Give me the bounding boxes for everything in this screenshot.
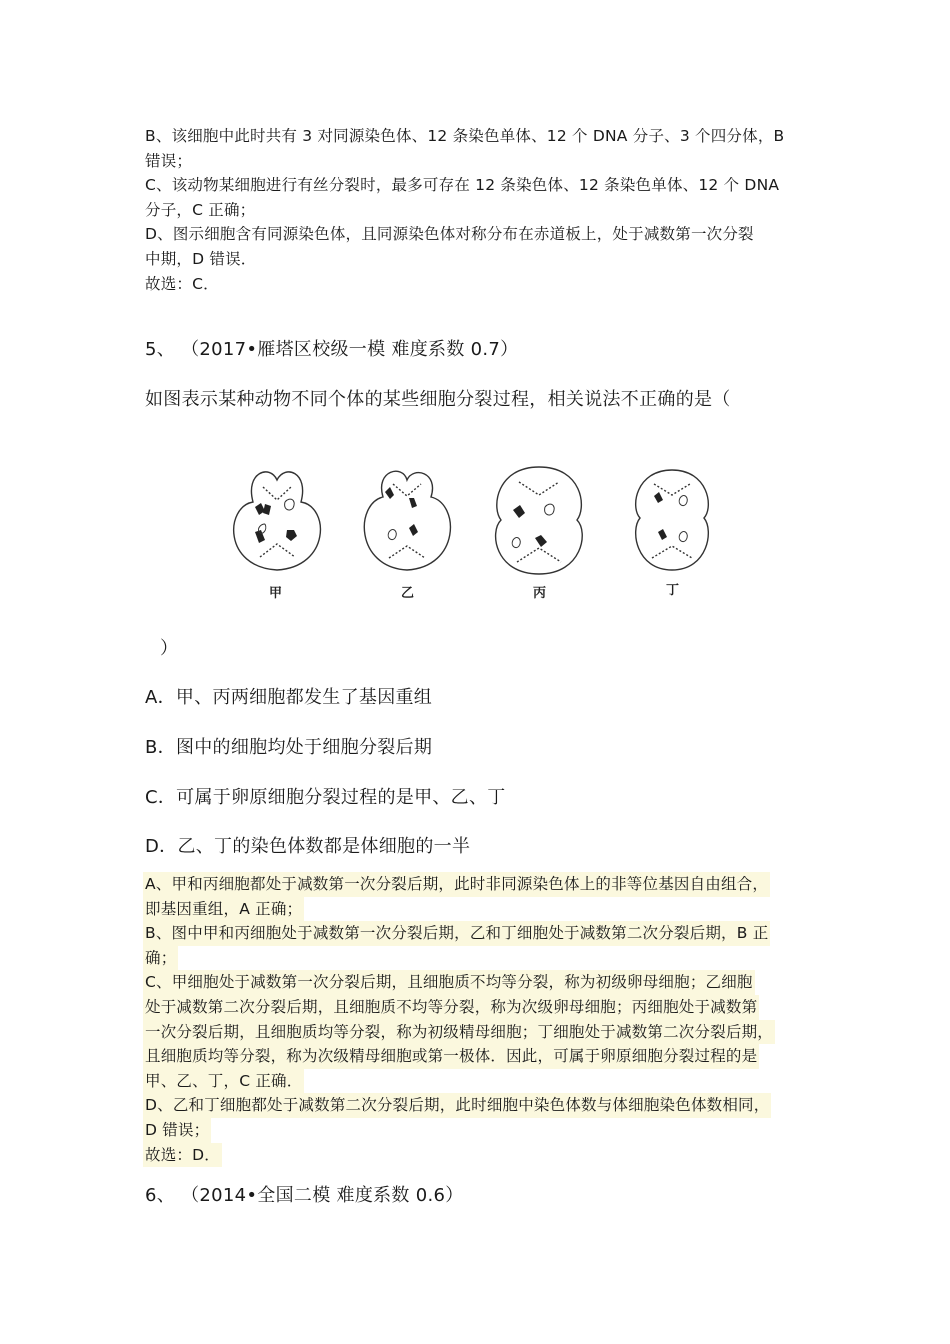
q6-header bbox=[145, 1183, 815, 1209]
q5-explanation-line: B、图中甲和丙细胞处于减数第一次分裂后期，乙和丁细胞处于减数第二次分裂后期，B 正 bbox=[143, 921, 770, 946]
q5-explanation-line: 且细胞质均等分裂，称为次级精母细胞或第一极体．因此，可属于卵原细胞分裂过程的是 bbox=[143, 1044, 759, 1069]
q5-explanation-line: 一次分裂后期，且细胞质均等分裂，称为初级精母细胞；丁细胞处于减数第二次分裂后期， bbox=[143, 1020, 775, 1045]
cell-ding-diagram bbox=[636, 470, 709, 570]
q5-stem-close bbox=[160, 636, 830, 662]
q4-explanation-line: B、该细胞中此时共有 3 对同源染色体、12 条染色单体、12 个 DNA 分子、3 个四分体，B bbox=[145, 127, 785, 145]
q5-explanation-line: 甲、乙、丁，C 正确． bbox=[143, 1069, 304, 1094]
q5-explanation-line: 处于减数第二次分裂后期，且细胞质不均等分裂，称为次级卵母细胞；丙细胞处于减数第 bbox=[143, 995, 759, 1020]
q5-option-a bbox=[145, 685, 815, 711]
option-d-text: D．乙、丁的染色体数都是体细胞的一半 bbox=[145, 836, 471, 857]
q5-header bbox=[145, 337, 815, 363]
q5-explanation-line: 即基因重组，A 正确； bbox=[143, 897, 304, 922]
q4-explanation-line: 故选：C． bbox=[145, 274, 219, 293]
cell-label-jia: 甲 bbox=[269, 586, 283, 601]
q4-explanation-line: 中期，D 错误． bbox=[145, 249, 257, 268]
cell-label-ding: 丁 bbox=[666, 583, 680, 598]
cell-label-bing: 丙 bbox=[533, 586, 547, 601]
q5-explanation-line: C、甲细胞处于减数第一次分裂后期，且细胞质不均等分裂，称为初级卵母细胞；乙细胞 bbox=[143, 970, 755, 995]
option-a-text: A．甲、丙两细胞都发生了基因重组 bbox=[145, 687, 433, 708]
cell-yi-diagram bbox=[364, 471, 450, 570]
q5-stem-text: 如图表示某种动物不同个体的某些细胞分裂过程，相关说法不正确的是（ bbox=[145, 389, 731, 410]
q5-explanation-line: 故选：D． bbox=[143, 1143, 222, 1168]
q4-explanation-line: D、图示细胞含有同源染色体，且同源染色体对称分布在赤道板上，处于减数第一次分裂 bbox=[145, 225, 754, 244]
q5-option-d bbox=[145, 834, 815, 860]
q5-option-c bbox=[145, 785, 815, 811]
q5-option-b bbox=[145, 735, 815, 761]
q5-explanation bbox=[145, 872, 815, 1167]
q5-explanation-line: D、乙和丁细胞都处于减数第二次分裂后期，此时细胞中染色体数与体细胞染色体数相同， bbox=[143, 1093, 771, 1118]
cell-division-figure bbox=[215, 462, 735, 607]
option-b-text: B．图中的细胞均处于细胞分裂后期 bbox=[145, 737, 433, 758]
cell-label-yi: 乙 bbox=[401, 586, 415, 601]
q5-stem bbox=[145, 387, 815, 413]
q6-header-text: 6、 （2014•全国二模 难度系数 0.6） bbox=[145, 1185, 464, 1206]
q4-explanation-line: 错误； bbox=[145, 151, 193, 170]
option-c-text: C．可属于卵原细胞分裂过程的是甲、乙、丁 bbox=[145, 787, 506, 808]
cell-bing-diagram bbox=[496, 467, 583, 574]
q5-explanation-line: 确； bbox=[143, 946, 178, 971]
q5-explanation-line: A、甲和丙细胞都处于减数第一次分裂后期，此时非同源染色体上的非等位基因自由组合， bbox=[143, 872, 770, 897]
q4-explanation bbox=[145, 124, 815, 296]
q5-explanation-line: D 错误； bbox=[143, 1118, 211, 1143]
q5-header-text: 5、 （2017•雁塔区校级一模 难度系数 0.7） bbox=[145, 339, 519, 360]
cell-jia-diagram bbox=[234, 472, 321, 570]
q4-explanation-line: C、该动物某细胞进行有丝分裂时，最多可存在 12 条染色体、12 条染色单体、12 个 DNA bbox=[145, 176, 780, 195]
q5-stem-close-text: ） bbox=[160, 638, 179, 659]
q4-explanation-line: 分子，C 正确； bbox=[145, 200, 256, 219]
